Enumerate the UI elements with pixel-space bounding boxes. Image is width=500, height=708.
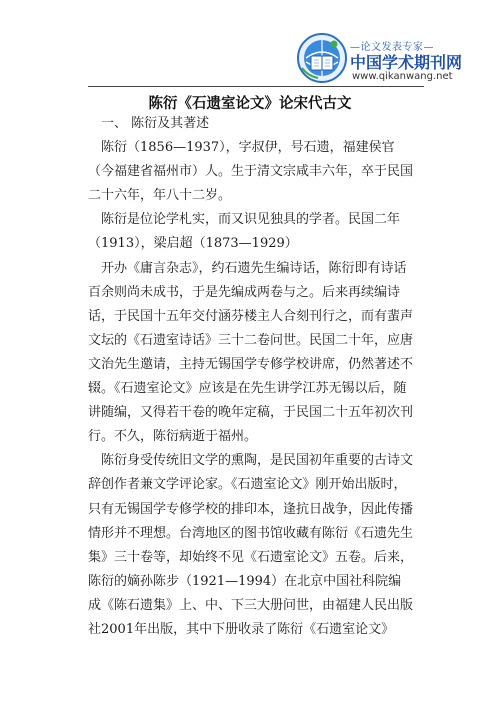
- paragraph: 陈衍（1856—1937），字叔伊，号石遗，福建侯官（今福建省福州市）人。生于清文宗咸丰六年，卒于民国二十六年，年八十二岁。: [88, 140, 414, 204]
- paragraph: 陈衍身受传统旧文学的熏陶，是民国初年重要的古诗文辞创作者兼文学评论家。《石遗室论文》刚开始出版时，只有无锡国学专修学校的排印本，逢抗日战争，因此传播情形并不理想。台湾地区的图书馆收藏有陈衍《石遗先生集》三十卷等，却始终不见《石遗室论文》五卷。后来，陈衍的嫡孙陈步（1921—1994）在北京中国社科院编成《陈石遗集》上、中、下三大册问世，由福建人民出版社2001年出版，其中下册收录了陈衍《石遗室论文》: [88, 453, 414, 637]
- site-header: [0, 0, 500, 86]
- paragraph: 陈衍是位论学札实，而又识见独具的学者。民国二年（1913），梁启超（1873—1929）: [88, 212, 401, 252]
- header-slogan: —论文发表专家—: [350, 42, 434, 53]
- paragraph: 开办《庸言杂志》，约石遗先生编诗话，陈衍即有诗话百余则尚未成书，于是先编成两卷与之。后来再续编诗话，于民国十五年交付涵芬楼主人合刻刊行之，而有蜚声文坛的《石遗室诗话》三十二卷问世。民国二十年，应唐文治先生邀请，主持无锡国学专修学校讲席，仍然著述不辍。《石遗室论文》应该是在先生讲学江苏无锡以后，随讲随编，又得若干卷的晚年定稿，于民国二十五年初次刊行。不久，陈衍病逝于福州。: [88, 260, 414, 445]
- header-brand-name: 中国学术期刊网: [350, 53, 463, 72]
- journal-logo-icon: [296, 32, 348, 84]
- header-divider: [88, 86, 424, 87]
- section-heading: 一、 陈衍及其著述: [101, 116, 210, 131]
- document-title: 陈衍《石遗室论文》论宋代古文: [148, 95, 352, 112]
- document-body: [88, 112, 414, 642]
- header-website: www.qikanwang.net: [352, 71, 453, 82]
